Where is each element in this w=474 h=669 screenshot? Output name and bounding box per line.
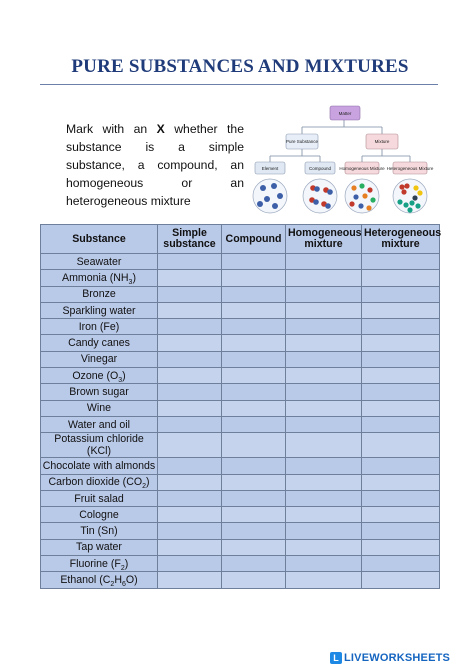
- simple-substance-answer-cell[interactable]: [158, 368, 222, 384]
- homogeneous-particles-circle: [345, 179, 379, 213]
- simple-substance-answer-cell[interactable]: [158, 416, 222, 432]
- heterogeneous-answer-cell[interactable]: [362, 507, 440, 523]
- compound-answer-cell[interactable]: [222, 572, 286, 588]
- element-label: Element: [261, 166, 279, 171]
- table-row: [41, 474, 440, 490]
- substance-name-cell: [41, 302, 158, 318]
- compound-answer-cell[interactable]: [222, 433, 286, 458]
- simple-substance-answer-cell[interactable]: [158, 351, 222, 367]
- formula-subscript: 3: [128, 279, 133, 287]
- instruction-text: [66, 120, 244, 210]
- heterogeneous-answer-cell[interactable]: [362, 335, 440, 351]
- table-row: [41, 286, 440, 302]
- logo-text: LIVEWORKSHEETS: [344, 652, 451, 664]
- header-substance-text: Substance: [72, 232, 126, 245]
- header-simple-line1: Simple: [172, 227, 207, 239]
- homogeneous-answer-cell[interactable]: [286, 572, 362, 588]
- header-compound: [222, 225, 286, 254]
- header-simple-line2: substance: [163, 238, 216, 250]
- substance-name-text: Water and oil: [67, 418, 131, 431]
- table-row: [41, 556, 440, 572]
- compound-answer-cell[interactable]: [222, 416, 286, 432]
- homogeneous-answer-cell[interactable]: [286, 490, 362, 506]
- homogeneous-answer-cell[interactable]: [286, 384, 362, 400]
- homogeneous-answer-cell[interactable]: [286, 474, 362, 490]
- table-row: [41, 416, 440, 432]
- header-heterogeneous-mixture: [362, 225, 440, 254]
- substance-name-text: Brown sugar: [69, 386, 129, 399]
- simple-substance-answer-cell[interactable]: [158, 556, 222, 572]
- heterogeneous-answer-cell[interactable]: [362, 433, 440, 458]
- substance-name-text: Ammonia (NH: [62, 271, 129, 284]
- substance-name-text: Cologne: [79, 508, 119, 521]
- substance-name-text: O): [125, 573, 138, 586]
- simple-substance-answer-cell[interactable]: [158, 335, 222, 351]
- heterogeneous-answer-cell[interactable]: [362, 400, 440, 416]
- substance-name-cell: [41, 400, 158, 416]
- homogeneous-answer-cell[interactable]: [286, 351, 362, 367]
- formula-subscript: 2: [120, 564, 125, 572]
- heterogeneous-particles-circle: [393, 179, 427, 213]
- homogeneous-answer-cell[interactable]: [286, 523, 362, 539]
- substance-name-text: Seawater: [76, 255, 122, 268]
- compound-label: Compound: [308, 166, 332, 171]
- header-heterogeneous-line2: mixture: [381, 238, 420, 250]
- table-row: [41, 254, 440, 270]
- substance-name-cell: [41, 368, 158, 384]
- simple-substance-answer-cell[interactable]: [158, 572, 222, 588]
- simple-substance-answer-cell[interactable]: [158, 507, 222, 523]
- compound-answer-cell[interactable]: [222, 458, 286, 474]
- simple-substance-answer-cell[interactable]: [158, 490, 222, 506]
- table-body: [41, 254, 440, 589]
- substance-name-text: Fruit salad: [74, 492, 124, 505]
- header-homogeneous-line1: Homogeneous: [288, 227, 362, 239]
- homogeneous-answer-cell[interactable]: [286, 319, 362, 335]
- table-row: [41, 458, 440, 474]
- substances-table: [40, 224, 440, 589]
- heterogeneous-answer-cell[interactable]: [362, 319, 440, 335]
- simple-substance-answer-cell[interactable]: [158, 433, 222, 458]
- simple-substance-answer-cell[interactable]: [158, 302, 222, 318]
- substance-name-cell: [41, 335, 158, 351]
- compound-answer-cell[interactable]: [222, 335, 286, 351]
- formula-subscript: 2: [142, 483, 146, 491]
- instruction-part-2: whether the substance is a simple substance, a compound, an homogeneous or an heterogeneous mixture: [66, 122, 244, 208]
- compound-answer-cell[interactable]: [222, 351, 286, 367]
- heterogeneous-label: Heterogeneous Mixture: [386, 166, 434, 171]
- substance-name-cell: [41, 319, 158, 335]
- table-row: [41, 523, 440, 539]
- substance-name-text: Wine: [86, 402, 112, 415]
- substance-name-cell: [41, 254, 158, 270]
- heterogeneous-answer-cell[interactable]: [362, 556, 440, 572]
- homogeneous-label: Homogeneous Mixture: [339, 166, 385, 171]
- substance-name-text: Tap water: [76, 541, 122, 554]
- header-substance: [41, 225, 158, 254]
- homogeneous-answer-cell[interactable]: [286, 458, 362, 474]
- substance-name-cell: [41, 458, 158, 474]
- table-row: [41, 433, 440, 458]
- compound-answer-cell[interactable]: [222, 302, 286, 318]
- compound-answer-cell[interactable]: [222, 539, 286, 555]
- homogeneous-answer-cell[interactable]: [286, 270, 362, 286]
- diagram-svg: [250, 100, 440, 218]
- table-row: [41, 384, 440, 400]
- homogeneous-answer-cell[interactable]: [286, 556, 362, 572]
- formula-subscript: 2: [110, 581, 115, 589]
- substance-name-cell: [41, 416, 158, 432]
- substance-name-cell: [41, 351, 158, 367]
- substance-name-text: ): [124, 557, 129, 570]
- instruction-mark: X: [156, 122, 165, 136]
- table-row: [41, 490, 440, 506]
- simple-substance-answer-cell[interactable]: [158, 319, 222, 335]
- substance-name-text: ): [122, 369, 126, 382]
- substance-name-cell: [41, 572, 158, 588]
- substance-name-cell: [41, 507, 158, 523]
- table-row: [41, 539, 440, 555]
- table-row: [41, 572, 440, 588]
- simple-substance-answer-cell[interactable]: [158, 286, 222, 302]
- compound-answer-cell[interactable]: [222, 286, 286, 302]
- homogeneous-answer-cell[interactable]: [286, 539, 362, 555]
- substance-name-cell: [41, 490, 158, 506]
- heterogeneous-answer-cell[interactable]: [362, 286, 440, 302]
- table-row: [41, 302, 440, 318]
- formula-subscript: 3: [118, 376, 123, 384]
- table-row: [41, 351, 440, 367]
- substance-name-cell: [41, 286, 158, 302]
- instruction-part-1: Mark with an: [66, 122, 157, 136]
- heterogeneous-answer-cell[interactable]: [362, 539, 440, 555]
- header-simple-substance: [158, 225, 222, 254]
- homogeneous-answer-cell[interactable]: [286, 416, 362, 432]
- header-compound-text: Compound: [225, 232, 282, 245]
- title-underline: [40, 84, 438, 85]
- substance-name-cell: [41, 270, 158, 286]
- substance-name-text: ): [146, 476, 150, 489]
- compound-answer-cell[interactable]: [222, 384, 286, 400]
- simple-substance-answer-cell[interactable]: [158, 270, 222, 286]
- heterogeneous-answer-cell[interactable]: [362, 254, 440, 270]
- table-row: [41, 319, 440, 335]
- homogeneous-answer-cell[interactable]: [286, 254, 362, 270]
- table-row: [41, 335, 440, 351]
- substance-name-text: Tin (Sn): [80, 525, 118, 538]
- substance-name-text: Vinegar: [80, 353, 118, 366]
- table-row: [41, 400, 440, 416]
- table-header-row: [41, 225, 440, 254]
- page-title: PURE SUBSTANCES AND MIXTURES: [71, 56, 409, 77]
- substance-name-text: ): [132, 271, 136, 284]
- formula-subscript: 6: [121, 581, 126, 589]
- simple-substance-answer-cell[interactable]: [158, 254, 222, 270]
- heterogeneous-answer-cell[interactable]: [362, 270, 440, 286]
- substance-name-cell: [41, 539, 158, 555]
- header-homogeneous-line2: mixture: [304, 238, 343, 250]
- compound-answer-cell[interactable]: [222, 368, 286, 384]
- simple-substance-answer-cell[interactable]: [158, 539, 222, 555]
- heterogeneous-answer-cell[interactable]: [362, 523, 440, 539]
- substance-name-cell: [41, 384, 158, 400]
- logo-mark: L: [330, 652, 342, 664]
- compound-answer-cell[interactable]: [222, 319, 286, 335]
- header-heterogeneous-line1: Heterogeneous: [364, 227, 442, 239]
- substance-name-text: Fluorine (F: [69, 557, 121, 570]
- substance-name-text: Bronze: [82, 288, 116, 301]
- substance-name-text: Sparkling water: [62, 304, 136, 317]
- compound-answer-cell[interactable]: [222, 254, 286, 270]
- substance-name-text: Ozone (O: [72, 369, 119, 382]
- compound-answer-cell[interactable]: [222, 400, 286, 416]
- table-row: [41, 507, 440, 523]
- homogeneous-answer-cell[interactable]: [286, 507, 362, 523]
- heterogeneous-answer-cell[interactable]: [362, 458, 440, 474]
- simple-substance-answer-cell[interactable]: [158, 474, 222, 490]
- substance-name-text: Iron (Fe): [78, 320, 120, 333]
- heterogeneous-answer-cell[interactable]: [362, 384, 440, 400]
- heterogeneous-answer-cell[interactable]: [362, 368, 440, 384]
- element-particles-circle: [253, 179, 287, 213]
- substance-name-text: H: [114, 573, 122, 586]
- header-homogeneous-mixture: [286, 225, 362, 254]
- homogeneous-answer-cell[interactable]: [286, 302, 362, 318]
- substance-name-text: Potassium chloride (KCl): [54, 433, 144, 458]
- homogeneous-answer-cell[interactable]: [286, 286, 362, 302]
- table-row: [41, 368, 440, 384]
- matter-label: Matter: [338, 111, 352, 116]
- homogeneous-answer-cell[interactable]: [286, 335, 362, 351]
- matter-classification-diagram: [250, 100, 440, 218]
- table-row: [41, 270, 440, 286]
- heterogeneous-answer-cell[interactable]: [362, 302, 440, 318]
- compound-answer-cell[interactable]: [222, 270, 286, 286]
- compound-particles-circle: [303, 179, 337, 213]
- compound-answer-cell[interactable]: [222, 523, 286, 539]
- simple-substance-answer-cell[interactable]: [158, 384, 222, 400]
- mixture-label: Mixture: [374, 139, 390, 144]
- heterogeneous-answer-cell[interactable]: [362, 351, 440, 367]
- heterogeneous-answer-cell[interactable]: [362, 572, 440, 588]
- substance-name-text: Ethanol (C: [60, 573, 111, 586]
- simple-substance-answer-cell[interactable]: [158, 400, 222, 416]
- substance-name-text: Candy canes: [68, 337, 130, 350]
- substance-name-cell: [41, 523, 158, 539]
- heterogeneous-answer-cell[interactable]: [362, 490, 440, 506]
- homogeneous-answer-cell[interactable]: [286, 368, 362, 384]
- simple-substance-answer-cell[interactable]: [158, 523, 222, 539]
- compound-answer-cell[interactable]: [222, 507, 286, 523]
- homogeneous-answer-cell[interactable]: [286, 400, 362, 416]
- liveworksheets-logo: [330, 651, 470, 665]
- heterogeneous-answer-cell[interactable]: [362, 474, 440, 490]
- compound-answer-cell[interactable]: [222, 490, 286, 506]
- substance-name-cell: [41, 433, 158, 458]
- substance-name-cell: [41, 556, 158, 572]
- compound-answer-cell[interactable]: [222, 474, 286, 490]
- substance-name-text: Carbon dioxide (CO: [48, 476, 143, 489]
- pure-substance-label: Pure Substance: [285, 139, 319, 144]
- homogeneous-answer-cell[interactable]: [286, 433, 362, 458]
- simple-substance-answer-cell[interactable]: [158, 458, 222, 474]
- compound-answer-cell[interactable]: [222, 556, 286, 572]
- substance-name-cell: [41, 474, 158, 490]
- substance-name-text: Chocolate with almonds: [42, 459, 156, 472]
- heterogeneous-answer-cell[interactable]: [362, 416, 440, 432]
